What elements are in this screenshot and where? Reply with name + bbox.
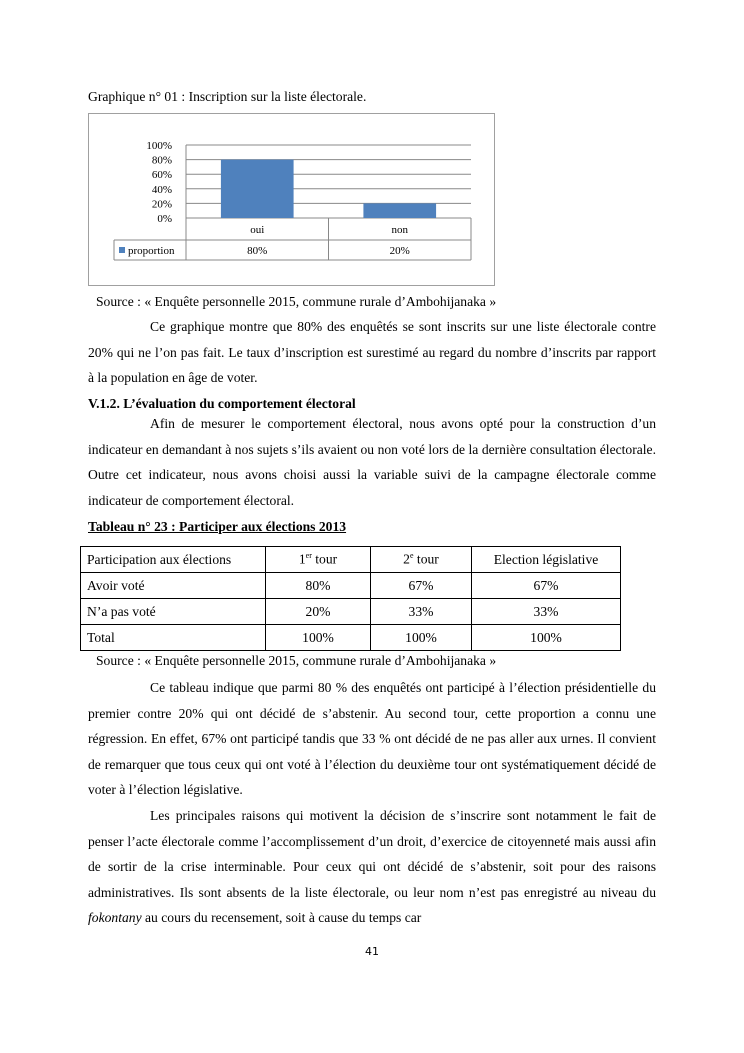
cell: 80% xyxy=(266,573,371,599)
header-cell: Participation aux élections xyxy=(81,547,266,573)
bar-non xyxy=(363,203,436,218)
x-tick-label: oui xyxy=(250,224,265,236)
cell: 33% xyxy=(371,599,472,625)
y-tick-label: 60% xyxy=(151,169,172,182)
italic-term: fokontany xyxy=(88,910,142,926)
cell: 67% xyxy=(472,573,621,599)
header-text: tour xyxy=(311,551,338,567)
paragraph: Ce tableau indique que parmi 80 % des enquêtés ont participé à l’élection présidentielle du premier contre 20% qui ont décidé de s’abstenir. Au second tour, cette proportion a connu une régression. En effet, 67% ont participé tandis que 33 % ont décidé de ne pas aller aux urnes. Il convient de remarquer que tous ceux qui ont voté à l’élection du deuxième tour ont systématiquement décidé de voter à l’élection législative. xyxy=(88,680,656,798)
table-title: Tableau n° 23 : Participer aux élections 2013 xyxy=(88,519,347,534)
y-tick-label: 0% xyxy=(157,213,172,225)
header-text: 2 xyxy=(403,551,410,567)
legend-label: proportion xyxy=(128,245,175,257)
cell: Total xyxy=(81,625,266,651)
table-source: Source : « Enquête personnelle 2015, commune rurale d’Ambohijanaka » xyxy=(96,653,497,668)
header-text: tour xyxy=(413,551,439,567)
table-header-row xyxy=(81,547,621,573)
header-text: 1 xyxy=(298,551,306,567)
chart-source: Source : « Enquête personnelle 2015, commune rurale d’Ambohijanaka » xyxy=(96,294,497,309)
paragraph: Ce graphique montre que 80% des enquêtés se sont inscrits sur une liste électorale contre 20% qui ne l’on pas fait. Le taux d’inscription est surestimé au regard du nombre d’inscrits par rapport à la population en âge de voter. xyxy=(88,319,656,386)
cell: 100% xyxy=(371,625,472,651)
cell: 67% xyxy=(371,573,472,599)
page-number: 41 xyxy=(365,945,379,958)
y-tick-label: 80% xyxy=(151,154,172,167)
chart-frame xyxy=(88,113,495,286)
text: Les principales raisons qui motivent la décision de s’inscrire sont notamment le fait de penser l’acte électorale comme l’accomplissement d’un droit, d’exercice de citoyenneté mais aussi afin de sortir de la crise interminable. Pour ceux qui ont décidé de s’abstenir, soit pour des raisons administratives. Ils sont absents de la liste électorale, ou leur nom n’est pas enregistré au niveau du xyxy=(88,808,656,900)
section-heading: V.1.2. L’évaluation du comportement électoral xyxy=(88,396,356,411)
table-row xyxy=(81,625,621,651)
cell: 100% xyxy=(472,625,621,651)
bar-chart xyxy=(89,114,494,285)
y-tick-label: 40% xyxy=(151,183,172,196)
paragraph xyxy=(88,803,656,931)
cell: N’a pas voté xyxy=(81,599,266,625)
superscript: e xyxy=(409,551,414,561)
cell: 100% xyxy=(266,625,371,651)
data-table-value: 80% xyxy=(247,245,268,257)
y-tick-label: 100% xyxy=(146,140,172,152)
data-table-value: 20% xyxy=(389,245,410,257)
legend-swatch xyxy=(119,247,125,253)
cell: 20% xyxy=(266,599,371,625)
figure-caption: Graphique n° 01 : Inscription sur la liste électorale. xyxy=(88,89,367,104)
header-cell: Election législative xyxy=(472,547,621,573)
cell: 33% xyxy=(472,599,621,625)
superscript: er xyxy=(305,551,312,561)
y-tick-label: 20% xyxy=(151,198,172,211)
paragraph: Afin de mesurer le comportement électoral, nous avons opté pour la construction d’un indicateur en demandant à nos sujets s’ils avaient ou non voté lors de la dernière consultation électorale. Outre cet indicateur, nous avons choisi aussi la variable suivi de la campagne électorale comme indicateur de comportement électoral. xyxy=(88,416,656,508)
bar-oui xyxy=(221,160,294,218)
header-cell xyxy=(371,547,472,573)
text: au cours du recensement, soit à cause du temps car xyxy=(141,910,422,926)
header-cell xyxy=(266,547,371,573)
table-row xyxy=(81,573,621,599)
x-tick-label: non xyxy=(391,224,408,236)
cell: Avoir voté xyxy=(81,573,266,599)
table-row xyxy=(81,599,621,625)
participation-table xyxy=(80,546,621,651)
